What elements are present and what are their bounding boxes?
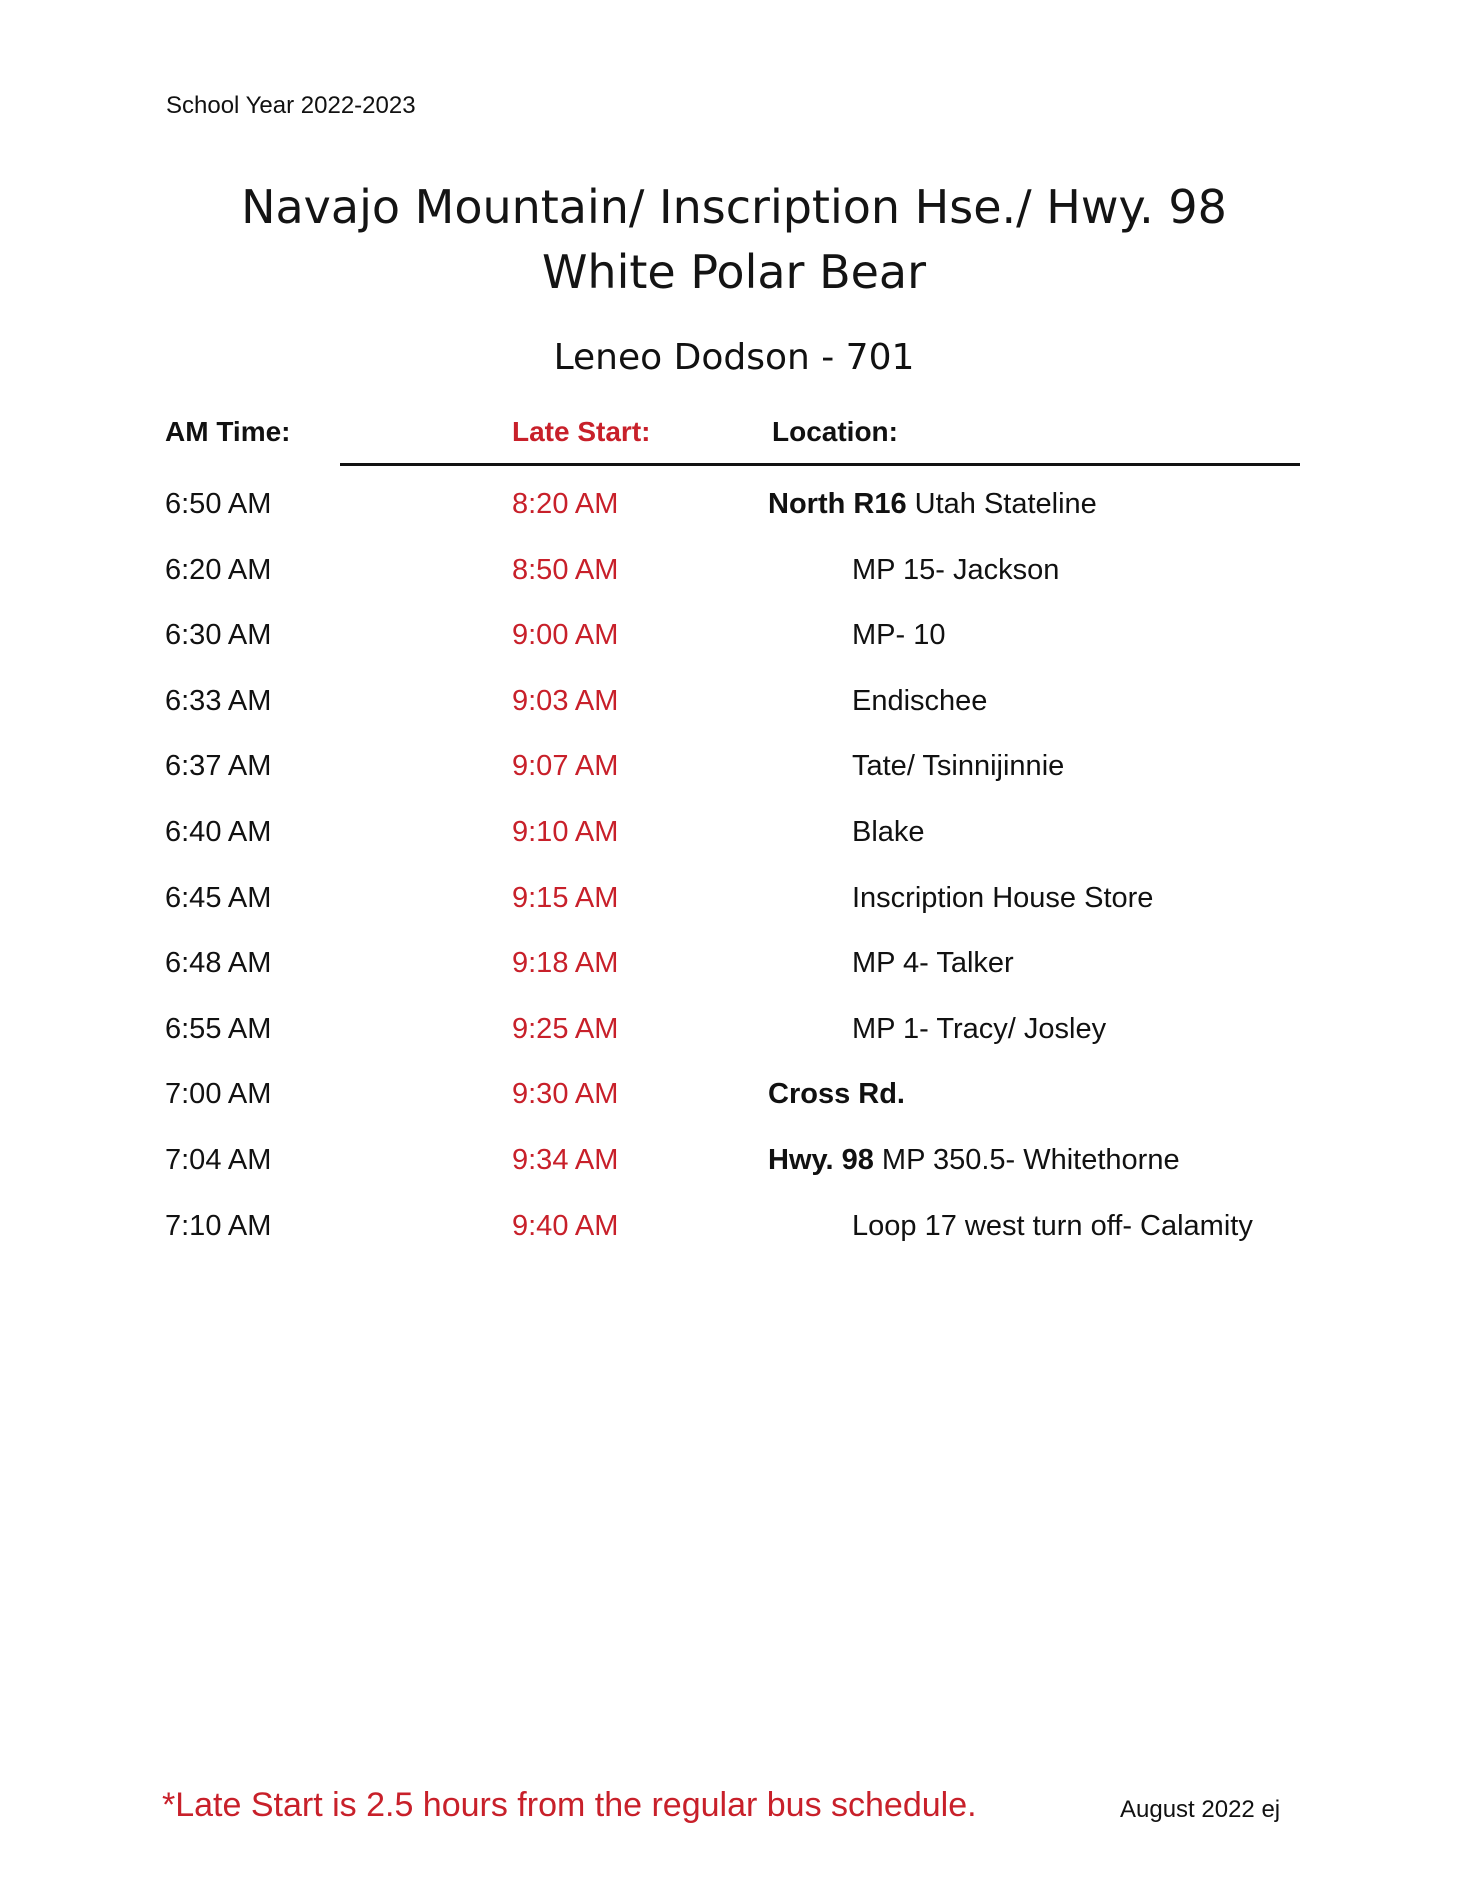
late-start-cell: 9:25 AM (512, 1012, 619, 1045)
am-time-cell: 6:40 AM (165, 815, 272, 848)
am-time-cell: 6:20 AM (165, 553, 272, 586)
table-row (0, 554, 1468, 620)
location-stop-label: Utah Stateline (906, 488, 1097, 520)
schedule-table (0, 488, 1468, 1275)
late-start-cell: 8:20 AM (512, 488, 619, 520)
location-cell (852, 1013, 1106, 1046)
column-header-location: Location: (772, 416, 898, 447)
am-time-cell: 6:50 AM (165, 488, 272, 520)
am-time-cell: 7:10 AM (165, 1209, 272, 1242)
am-time-cell: 7:04 AM (165, 1143, 272, 1176)
table-row (0, 1078, 1468, 1144)
location-major-label: Hwy. 98 (768, 1143, 874, 1176)
late-start-note: *Late Start is 2.5 hours from the regular bus schedule. (162, 1786, 977, 1824)
late-start-cell: 9:34 AM (512, 1143, 619, 1176)
location-stop-label: MP- 10 (852, 619, 946, 652)
location-stop-label: MP 350.5- Whitethorne (873, 1143, 1180, 1176)
column-header-late-start: Late Start: (512, 416, 651, 447)
table-row (0, 750, 1468, 816)
location-stop-label: MP 1- Tracy/ Josley (852, 1012, 1107, 1045)
driver-name: Leneo Dodson - 701 (553, 337, 915, 378)
location-stop-label: Tate/ Tsinnijinnie (852, 750, 1065, 783)
location-major-label: Cross Rd. (768, 1078, 905, 1111)
location-stop-label: MP 4- Talker (852, 947, 1014, 980)
late-start-cell: 9:10 AM (512, 815, 619, 848)
school-year-label: School Year 2022-2023 (166, 92, 416, 119)
revision-date: August 2022 ej (1120, 1796, 1281, 1823)
table-row (0, 882, 1468, 948)
am-time-cell: 6:45 AM (165, 881, 272, 914)
location-stop-label: MP 15- Jackson (852, 553, 1060, 586)
location-stop-label: Endischee (852, 684, 988, 717)
am-time-cell: 6:37 AM (165, 750, 272, 783)
am-time-cell: 6:55 AM (165, 1012, 272, 1045)
route-title: Navajo Mountain/ Inscription Hse./ Hwy. 98 (241, 180, 1227, 234)
table-row (0, 488, 1468, 554)
late-start-cell: 9:03 AM (512, 684, 619, 717)
late-start-cell: 9:40 AM (512, 1209, 619, 1242)
location-stop-label: Inscription House Store (852, 881, 1154, 914)
table-row (0, 947, 1468, 1013)
table-row (0, 1210, 1468, 1276)
location-cell (768, 1078, 905, 1111)
am-time-cell: 6:33 AM (165, 684, 272, 717)
location-cell (852, 750, 1064, 783)
table-row (0, 1013, 1468, 1079)
late-start-cell: 9:15 AM (512, 881, 619, 914)
location-cell (768, 488, 1097, 521)
late-start-cell: 9:07 AM (512, 750, 619, 783)
location-cell (852, 619, 945, 652)
location-cell (852, 1210, 1253, 1243)
table-row (0, 685, 1468, 751)
location-cell (852, 816, 925, 849)
location-cell (852, 685, 987, 718)
location-major-label: North R16 (768, 488, 907, 520)
header-divider (340, 463, 1300, 466)
location-cell (768, 1144, 1180, 1177)
table-row (0, 619, 1468, 685)
am-time-cell: 7:00 AM (165, 1078, 272, 1111)
table-row (0, 1144, 1468, 1210)
location-stop-label: Blake (852, 815, 925, 848)
late-start-cell: 9:30 AM (512, 1078, 619, 1111)
late-start-cell: 8:50 AM (512, 553, 619, 586)
am-time-cell: 6:30 AM (165, 619, 272, 652)
am-time-cell: 6:48 AM (165, 947, 272, 980)
location-cell (852, 554, 1059, 587)
late-start-cell: 9:00 AM (512, 619, 619, 652)
bus-name-title: White Polar Bear (541, 245, 927, 299)
location-cell (852, 882, 1153, 915)
location-cell (852, 947, 1014, 980)
column-header-am-time: AM Time: (165, 416, 291, 447)
late-start-cell: 9:18 AM (512, 947, 619, 980)
table-row (0, 816, 1468, 882)
location-stop-label: Loop 17 west turn off- Calamity (852, 1209, 1253, 1242)
